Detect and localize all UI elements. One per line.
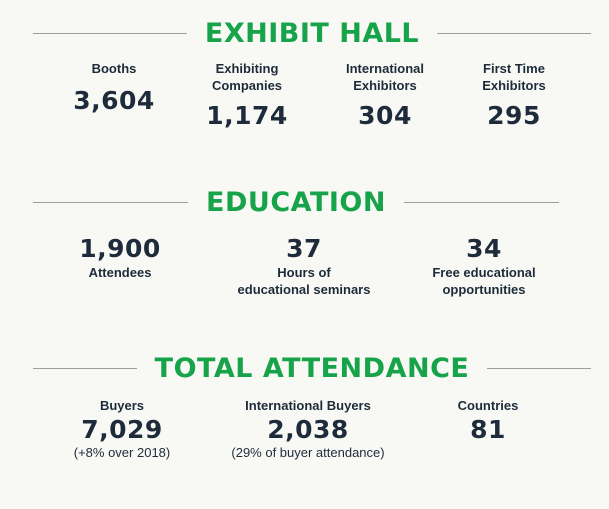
stat-label: International Buyers: [245, 398, 371, 413]
stat-value: 304: [358, 101, 412, 130]
stat-international-exhibitors: [346, 60, 424, 131]
stat-label: Booths: [91, 61, 137, 76]
stat-label-line2: educational seminars: [237, 282, 371, 297]
divider-right: [404, 202, 559, 203]
divider-right: [487, 368, 591, 369]
total-attendance-header: [0, 353, 609, 384]
education-title: EDUCATION: [206, 187, 386, 218]
divider-left: [33, 202, 188, 203]
stat-note: (+8% over 2018): [73, 445, 171, 460]
stat-exhibiting-companies: [206, 60, 288, 131]
stat-buyers: [74, 397, 170, 461]
stat-value: 81: [470, 415, 506, 444]
stat-value: 7,029: [81, 415, 163, 444]
stat-label-line2: Companies: [211, 78, 283, 93]
stat-value: 34: [466, 234, 502, 263]
divider-left: [33, 368, 137, 369]
stat-international-buyers: [231, 397, 384, 461]
stat-label-line2: opportunities: [442, 282, 526, 297]
exhibit-hall-title: EXHIBIT HALL: [204, 18, 420, 49]
stat-attendees: [79, 234, 161, 281]
stat-value: 3,604: [73, 86, 155, 115]
stat-free-opportunities: [432, 234, 535, 298]
stat-label: Buyers: [99, 398, 145, 413]
stat-booths: [73, 60, 155, 116]
divider-right: [437, 33, 591, 34]
stat-label-line2: Exhibitors: [353, 78, 417, 93]
divider-left: [33, 33, 187, 34]
stat-countries: [458, 397, 519, 445]
stat-label-line1: Free educational: [432, 265, 536, 280]
stat-value: 295: [487, 101, 541, 130]
stat-label-line1: First Time: [483, 61, 545, 76]
exhibit-hall-header: [0, 18, 609, 49]
stat-note: (29% of buyer attendance): [231, 445, 385, 460]
stat-label: Attendees: [88, 265, 152, 280]
stat-label-line1: International: [345, 61, 425, 76]
stat-value: 37: [286, 234, 322, 263]
stat-hours-seminars: [238, 234, 371, 298]
stat-value: 1,174: [206, 101, 288, 130]
stat-label-line1: Hours of: [277, 265, 331, 280]
stat-label-line1: Exhibiting: [215, 61, 279, 76]
education-header: [0, 187, 609, 218]
stat-label: Countries: [457, 398, 519, 413]
stat-label-line2: Exhibitors: [482, 78, 546, 93]
stat-value: 2,038: [267, 415, 349, 444]
total-attendance-title: TOTAL ATTENDANCE: [154, 353, 470, 384]
stat-first-time-exhibitors: [482, 60, 546, 131]
stat-value: 1,900: [79, 234, 161, 263]
